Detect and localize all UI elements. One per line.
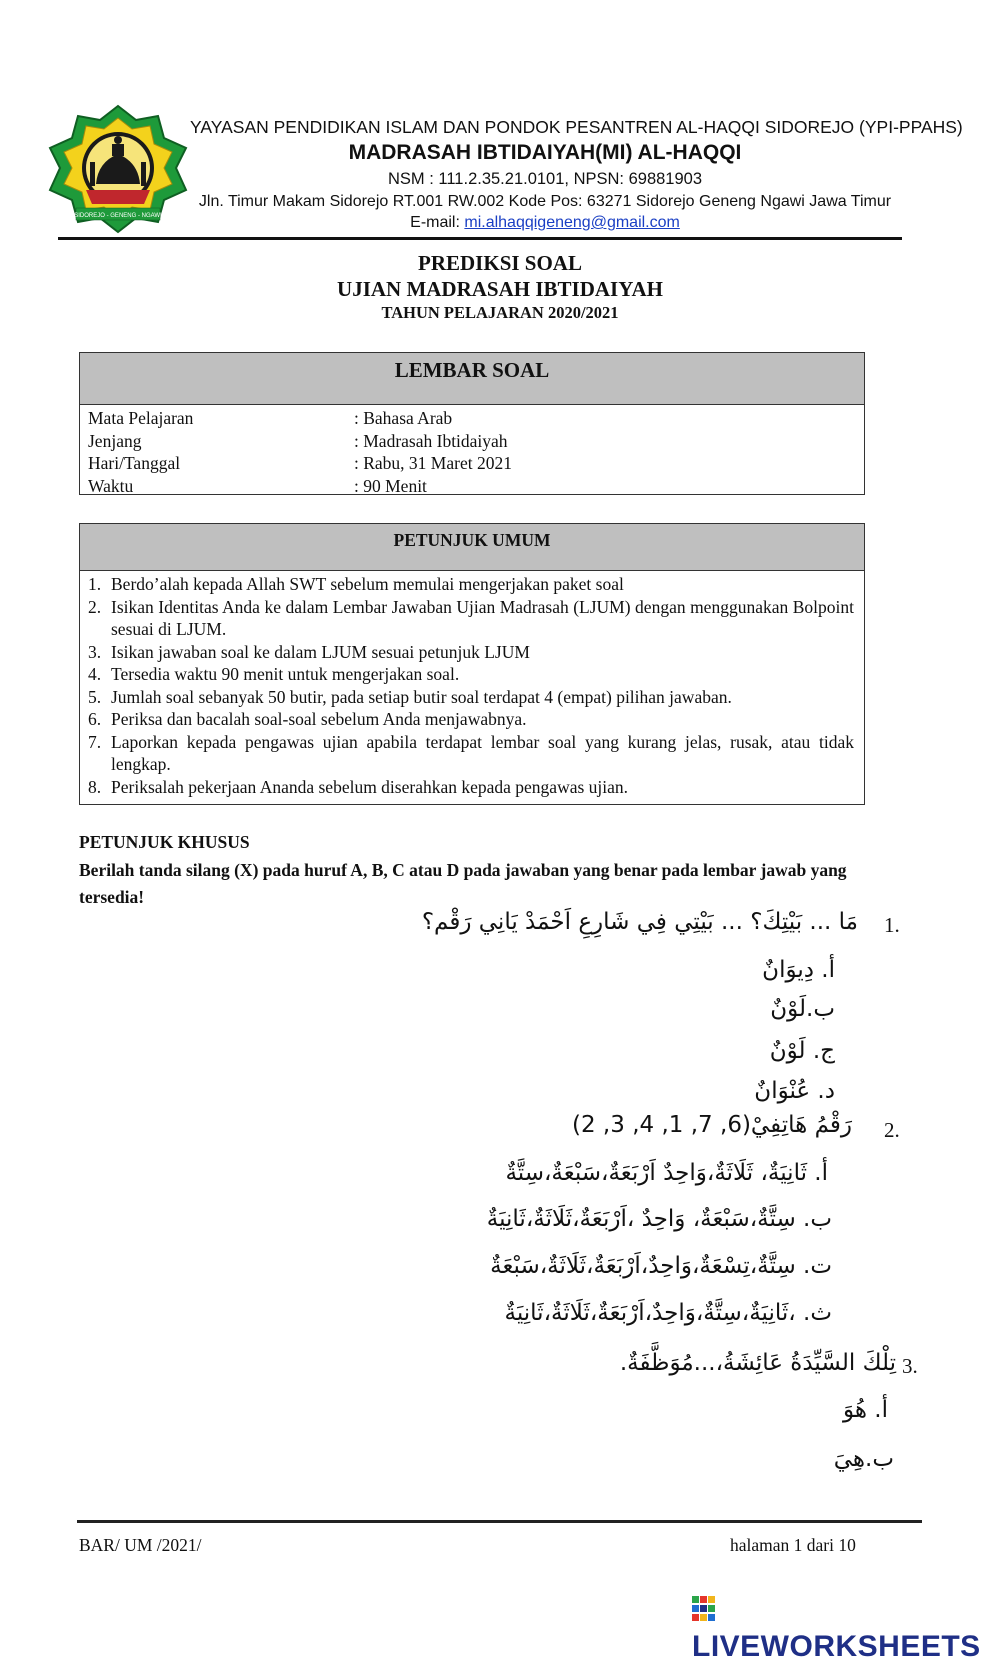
info-label: Hari/Tanggal [88,453,181,473]
info-row-time [80,475,864,498]
item-number: 2. [88,596,102,617]
question-1-text: مَا ... بَيْتِكَ؟ ... بَيْتِي فِي شَارِعِ اَحْمَدْ يَانِي رَقْم؟ [421,909,858,935]
question-2-option-b[interactable]: ب. سِتَّةٌ،سَبْعَةٌ، وَاحِدٌ ،اَرْبَعَةٌ،ثَلَاثَةٌ،ثَانِيَةٌ [486,1206,832,1232]
item-number: 3. [88,641,102,662]
title-prediction: PREDIKSI SOAL [418,251,582,275]
registration-numbers: NSM : 111.2.35.21.0101, NPSN: 69881903 [387,170,702,188]
item-number: 1. [88,574,102,594]
info-value: : Rabu, 31 Maret 2021 [354,453,512,473]
logo-text: SIDOREJO - GENENG - NGAWI [74,213,162,219]
exam-info-box [79,352,865,495]
question-3-text: تِلْكَ السَّيِّدَةُ عَائِشَةُ،...مُوَظَّفَةٌ. [619,1350,896,1376]
question-3-option-b[interactable]: ب.هِيَ [833,1446,894,1472]
school-address: Jln. Timur Makam Sidorejo RT.001 RW.002 Kode Pos: 63271 Sidorejo Geneng Ngawi Jawa Timur [198,193,892,210]
question-3-option-a[interactable]: أ. هُوَ [842,1397,888,1423]
school-name: MADRASAH IBTIDAIYAH(MI) AL-HAQQI [348,141,742,164]
general-instructions-box [79,523,865,805]
info-value: : 90 Menit [354,475,427,496]
page-indicator: halaman 1 dari 10 [730,1535,856,1555]
list-item [88,663,854,686]
item-text: Tersedia waktu 90 menit untuk mengerjakan soal. [111,664,460,684]
question-1-number: 1. [884,913,900,937]
title-year: TAHUN PELAJARAN 2020/2021 [381,303,619,322]
list-item [88,596,854,641]
list-item [88,641,854,664]
item-number: 8. [88,776,102,797]
exam-info-heading: LEMBAR SOAL [80,353,864,405]
info-label: Jenjang [88,430,142,451]
info-label: Waktu [88,475,134,496]
question-2-text: رَقْمُ هَاتِفِيْ(6, 7, 1, 4, 3, 2) [572,1112,852,1138]
liveworksheets-brand [692,1595,1000,1664]
item-text: Berdo’alah kepada Allah SWT sebelum memulai mengerjakan paket soal [111,574,624,594]
question-1-option-a[interactable]: أ. دِيوَانٌ [762,957,835,983]
general-instructions-list [80,571,864,798]
title-exam: UJIAN MADRASAH IBTIDAIYAH [337,277,663,301]
item-number: 7. [88,731,102,752]
info-row-date [80,452,864,475]
item-text: Jumlah soal sebanyak 50 butir, pada setiap butir soal terdapat 4 (empat) pilihan jawaban. [111,686,732,707]
question-2-option-a[interactable]: أ. ثَانِيَةٌ، ثَلَاثَةٌ،وَاحِدٌ اَرْبَعَةٌ،سَبْعَةٌ،سِتَّةٌ [505,1160,828,1186]
list-item [88,776,854,799]
question-2-option-c[interactable]: ت. سِتَّةٌ،تِسْعَةٌ،وَاحِدٌ،اَرْبَعَةٌ،ثَلَاثَةٌ،سَبْعَةٌ [490,1253,832,1279]
question-3-number: 3. [902,1354,918,1378]
item-number: 4. [88,664,102,684]
foundation-name: YAYASAN PENDIDIKAN ISLAM DAN PONDOK PESANTREN AL-HAQQI SIDOREJO (YPI-PPAHS) [190,117,963,137]
general-instructions-heading: PETUNJUK UMUM [80,524,864,571]
question-2-number: 2. [884,1118,900,1142]
item-number: 5. [88,686,102,707]
info-row-level [80,430,864,453]
question-1-option-d[interactable]: د. عُنْوَانٌ [754,1078,835,1104]
item-text: Isikan jawaban soal ke dalam LJUM sesuai petunjuk LJUM [111,641,530,662]
question-2-option-d[interactable]: ث. ،ثَانِيَةٌ،سِتَّةٌ،وَاحِدٌ،اَرْبَعَةٌ،ثَلَاثَةٌ،ثَانِيَةٌ [504,1300,832,1326]
list-item [88,686,854,709]
special-instructions-text: Berilah tanda silang (X) pada huruf A, B, C atau D pada jawaban yang benar pada lembar jawab yang tersedia! [79,860,847,907]
list-item [88,573,854,596]
list-item [88,708,854,731]
document-code: BAR/ UM /2021/ [79,1535,202,1555]
school-logo [46,104,191,236]
email-line [190,214,900,232]
info-label: Mata Pelajaran [88,408,194,428]
letterhead-divider [58,237,902,240]
question-1-option-c[interactable]: ج. لَوْنٌ [769,1038,835,1064]
question-1-option-b[interactable]: ب.لَوْنٌ [770,996,835,1022]
info-value: : Madrasah Ibtidaiyah [354,430,508,451]
info-row-subject [80,407,864,430]
liveworksheets-logo-icon [692,1596,716,1630]
special-instructions-heading: PETUNJUK KHUSUS [79,832,250,852]
item-number: 6. [88,709,102,729]
item-text: Periksalah pekerjaan Ananda sebelum diserahkan kepada pengawas ujian. [111,776,629,797]
footer-divider [77,1520,922,1523]
list-item [88,731,854,776]
email-label: E-mail: [410,214,465,231]
email-link[interactable]: mi.alhaqqigeneng@gmail.com [464,214,680,231]
info-value: : Bahasa Arab [354,408,453,428]
item-text: Periksa dan bacalah soal-soal sebelum Anda menjawabnya. [111,709,527,729]
brand-label: LIVEWORKSHEETS [692,1630,981,1664]
item-text: Isikan Identitas Anda ke dalam Lembar Jawaban Ujian Madrasah (LJUM) dengan menggunakan Bolpoint sesuai di LJUM. [111,596,854,639]
item-text: Laporkan kepada pengawas ujian apabila terdapat lembar soal yang kurang jelas, rusak, atau tidak lengkap. [111,731,854,774]
